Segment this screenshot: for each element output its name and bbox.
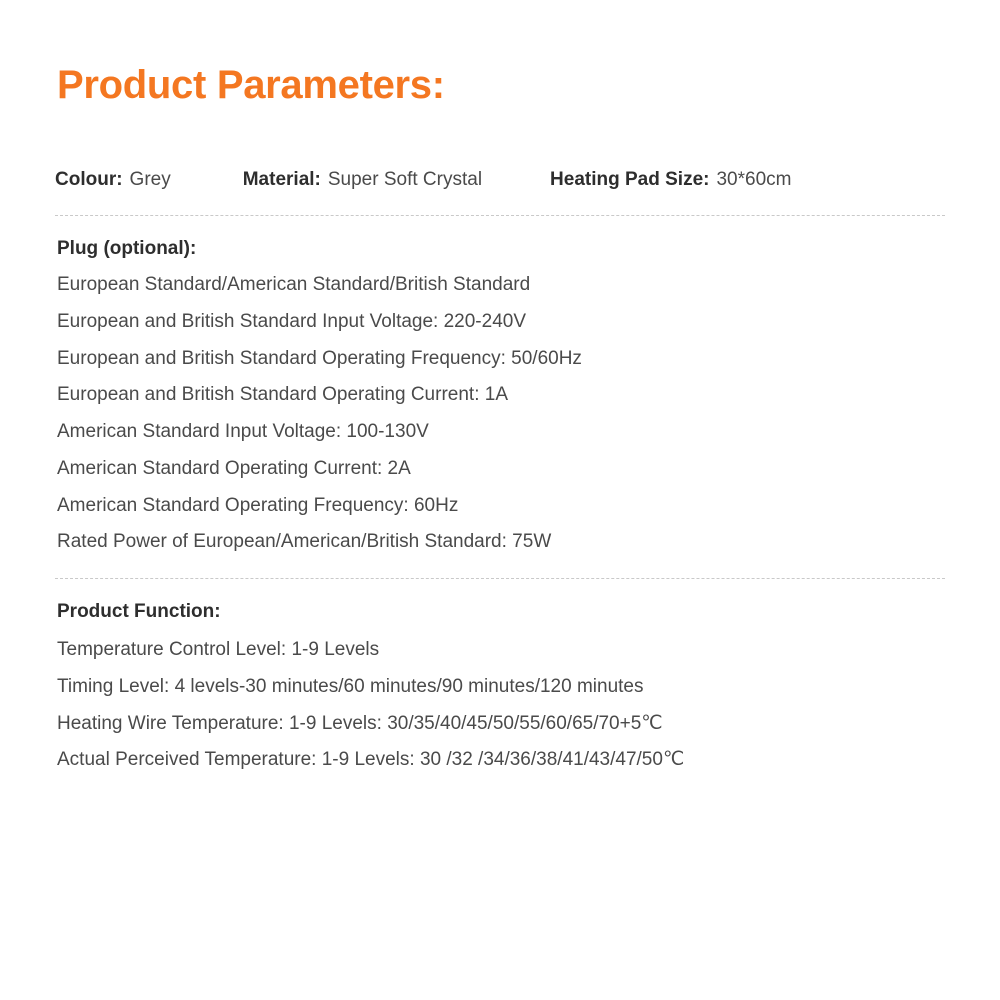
spec-colour — [55, 169, 171, 191]
section-product-function — [55, 579, 945, 772]
spec-colour-label: Colour: — [55, 169, 123, 190]
section-product-function-line: Temperature Control Level: 1-9 Levels — [57, 639, 380, 660]
spec-material — [243, 169, 482, 191]
spec-heating-pad-size-value: 30*60cm — [716, 169, 792, 190]
page-title: Product Parameters: — [57, 63, 445, 107]
spec-material-label: Material: — [242, 169, 321, 190]
section-plug-line: American Standard Input Voltage: 100-130V — [57, 421, 429, 442]
section-plug-line: Rated Power of European/American/British Standard: 75W — [57, 531, 552, 553]
section-product-function-line: Actual Perceived Temperature: 1-9 Levels: 30 /32 /34/36/38/41/43/47/50℃ — [57, 749, 685, 771]
section-product-function-line: Timing Level: 4 levels-30 minutes/60 minutes/90 minutes/120 minutes — [57, 675, 644, 697]
section-product-function-line: Heating Wire Temperature: 1-9 Levels: 30/35/40/45/50/55/60/65/70+5℃ — [57, 712, 663, 734]
section-plug-line: European and British Standard Input Voltage: 220-240V — [57, 310, 527, 332]
spec-summary-row — [55, 169, 945, 191]
section-product-function-heading: Product Function: — [57, 601, 221, 622]
spec-material-value: Super Soft Crystal — [327, 169, 483, 190]
section-plug-line: American Standard Operating Frequency: 60Hz — [57, 494, 459, 516]
section-plug-heading: Plug (optional): — [57, 238, 197, 259]
section-plug-line: European Standard/American Standard/British Standard — [57, 274, 531, 295]
section-plug-line: American Standard Operating Current: 2A — [57, 457, 411, 479]
spec-heating-pad-size — [550, 169, 791, 191]
section-plug — [55, 216, 945, 554]
section-plug-line: European and British Standard Operating Frequency: 50/60Hz — [57, 347, 582, 369]
section-plug-line: European and British Standard Operating Current: 1A — [57, 384, 508, 406]
spec-heating-pad-size-label: Heating Pad Size: — [550, 169, 710, 190]
spec-colour-value: Grey — [129, 169, 171, 190]
